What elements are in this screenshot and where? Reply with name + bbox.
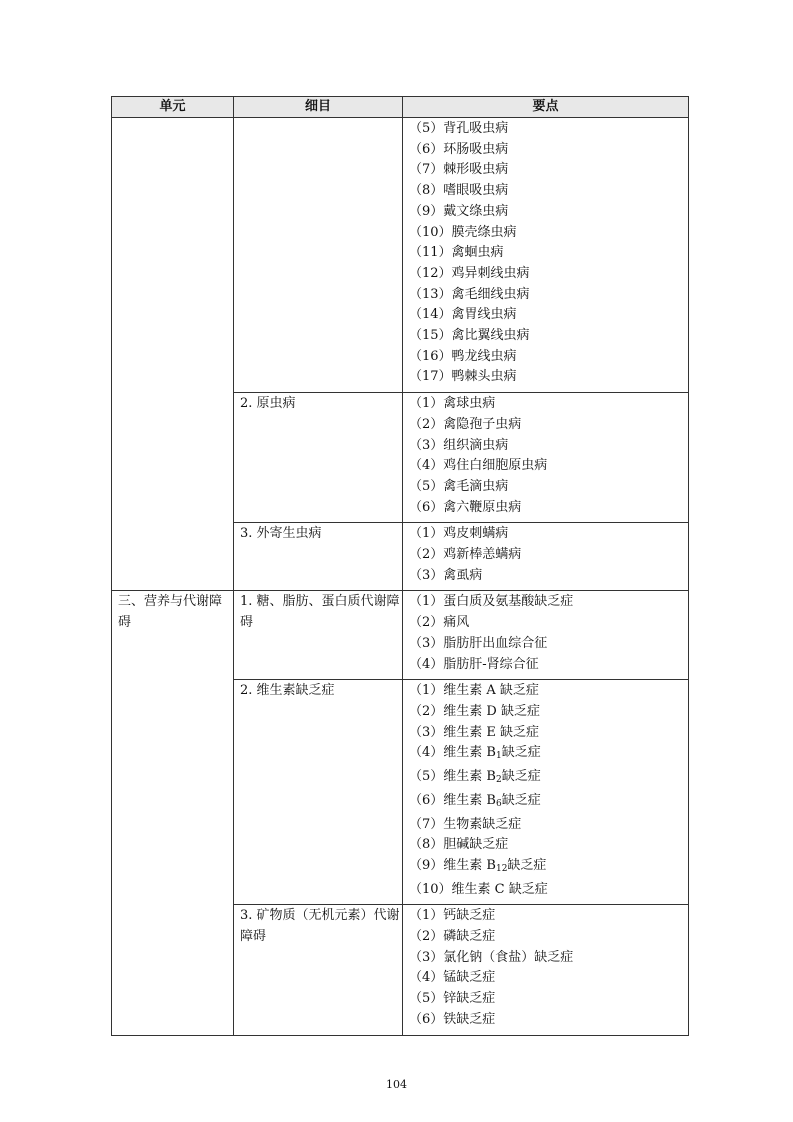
point-item: （4）维生素 $B_1$缺乏症 xyxy=(409,745,541,762)
point-item: （6）铁缺乏症 xyxy=(409,1011,496,1027)
point-item: （13）禽毛细线虫病 xyxy=(409,286,530,302)
point-item: （2）维生素 D 缺乏症 xyxy=(409,703,540,719)
point-item: （5）维生素 $B_2$缺乏症 xyxy=(409,769,541,786)
point-item: （7）棘形吸虫病 xyxy=(409,162,509,178)
header-unit: 单元 xyxy=(112,97,234,118)
point-item: （7）生物素缺乏症 xyxy=(409,816,522,832)
point-item: （2）鸡新棒恙螨病 xyxy=(409,547,522,563)
point-item: （8）胆碱缺乏症 xyxy=(409,837,509,853)
header-points: 要点 xyxy=(403,97,689,118)
point-item: （9）维生素 $B_{12}$缺乏症 xyxy=(409,857,547,874)
point-item: （6）环肠吸虫病 xyxy=(409,141,509,157)
point-item: （12）鸡异刺线虫病 xyxy=(409,265,530,281)
points-cell xyxy=(403,591,689,680)
subscript: 2 xyxy=(495,775,502,786)
point-item: （3）组织滴虫病 xyxy=(409,437,509,453)
header-item: 细目 xyxy=(234,97,403,118)
table-row xyxy=(112,591,689,680)
syllabus-table xyxy=(111,96,689,1036)
point-item: （3）脂肪肝出血综合征 xyxy=(409,635,548,651)
point-item: （1）鸡皮刺螨病 xyxy=(409,526,509,542)
unit-label: 三、营养与代谢障碍 xyxy=(118,594,223,631)
table-row xyxy=(112,118,689,393)
item-label: 3. 外寄生虫病 xyxy=(240,526,322,542)
item-cell xyxy=(234,118,403,393)
point-item: （5）锌缺乏症 xyxy=(409,991,496,1007)
point-item: （4）鸡住白细胞原虫病 xyxy=(409,458,548,474)
points-cell xyxy=(403,905,689,1035)
point-item: （10）膜壳绦虫病 xyxy=(409,224,517,240)
item-label: 2. 维生素缺乏症 xyxy=(240,683,335,699)
point-item: （10）维生素 C 缺乏症 xyxy=(409,881,548,897)
point-item: （1）维生素 A 缺乏症 xyxy=(409,683,539,699)
points-cell xyxy=(403,680,689,905)
unit-cell xyxy=(112,591,234,1035)
point-item: （2）磷缺乏症 xyxy=(409,929,496,945)
point-item: （8）嗜眼吸虫病 xyxy=(409,183,509,199)
item-cell xyxy=(234,523,403,591)
item-cell xyxy=(234,905,403,1035)
point-item: （1）禽球虫病 xyxy=(409,396,496,412)
point-item: （5）禽毛滴虫病 xyxy=(409,478,509,494)
point-item: （15）禽比翼线虫病 xyxy=(409,328,530,344)
unit-cell xyxy=(112,118,234,591)
item-cell xyxy=(234,680,403,905)
item-label: 3. 矿物质（无机元素）代谢障碍 xyxy=(240,908,400,945)
points-cell xyxy=(403,523,689,591)
point-item: （4）脂肪肝-肾综合征 xyxy=(409,656,539,672)
point-item: （5）背孔吸虫病 xyxy=(409,121,509,136)
point-item: （6）禽六鞭原虫病 xyxy=(409,499,522,515)
point-item: （3）维生素 E 缺乏症 xyxy=(409,724,540,740)
point-item: （3）氯化钠（食盐）缺乏症 xyxy=(409,949,574,965)
point-item: （2）痛风 xyxy=(409,615,470,631)
table-header-row xyxy=(112,97,689,118)
point-item: （3）禽虱病 xyxy=(409,567,483,583)
point-item: （9）戴文绦虫病 xyxy=(409,203,509,219)
subscript: 6 xyxy=(495,798,502,809)
points-cell xyxy=(403,118,689,393)
point-item: （6）维生素 $B_6$缺乏症 xyxy=(409,792,541,809)
point-item: （17）鸭棘头虫病 xyxy=(409,369,517,385)
item-cell xyxy=(234,393,403,523)
subscript: 12 xyxy=(495,863,508,874)
point-item: （4）锰缺乏症 xyxy=(409,970,496,986)
point-item: （1）钙缺乏症 xyxy=(409,908,496,924)
item-label: 1. 糖、脂肪、蛋白质代谢障碍 xyxy=(240,594,400,631)
point-item: （2）禽隐孢子虫病 xyxy=(409,416,522,432)
item-cell xyxy=(234,591,403,680)
subscript: 1 xyxy=(495,751,502,762)
page-number: 104 xyxy=(386,1078,407,1091)
point-item: （1）蛋白质及氨基酸缺乏症 xyxy=(409,594,574,610)
point-item: （14）禽胃线虫病 xyxy=(409,307,517,323)
item-label: 2. 原虫病 xyxy=(240,396,296,412)
point-item: （11）禽蛔虫病 xyxy=(409,245,504,261)
points-cell xyxy=(403,393,689,523)
point-item: （16）鸭龙线虫病 xyxy=(409,348,517,364)
